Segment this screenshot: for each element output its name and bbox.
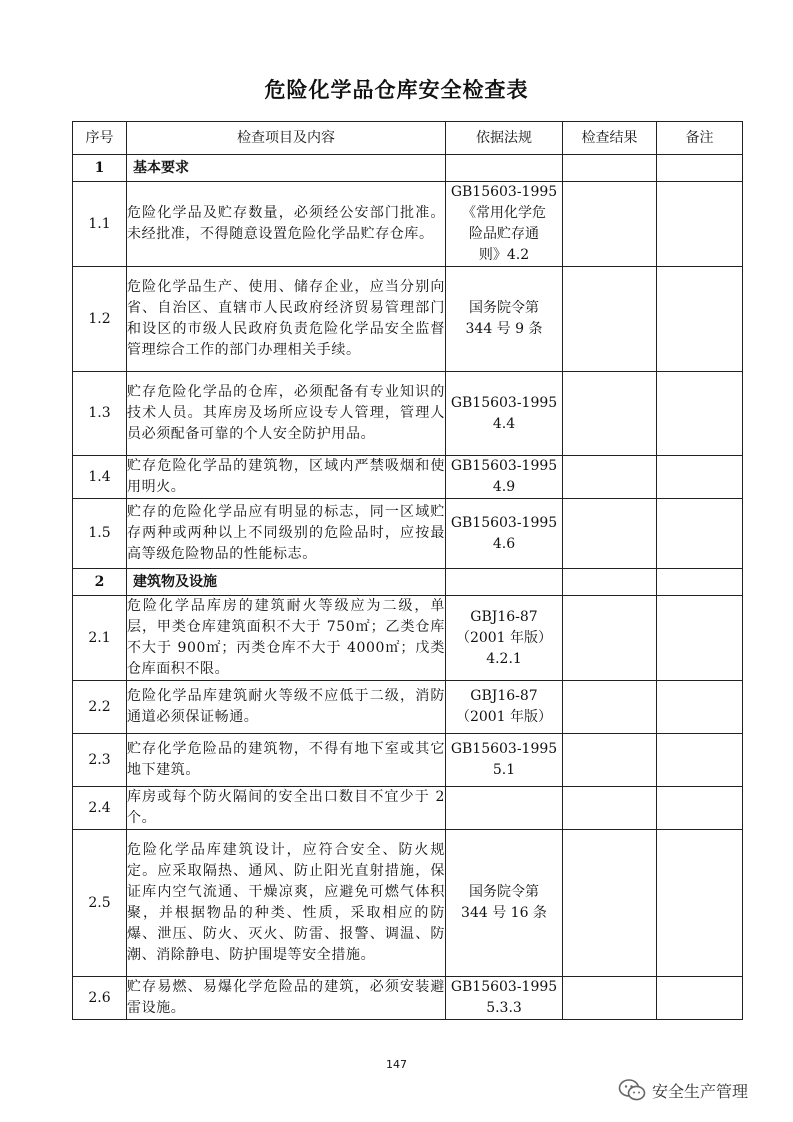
item-no: 1.2: [73, 267, 127, 372]
item-remark: [657, 734, 743, 787]
table-row: [73, 499, 743, 569]
watermark: [618, 1076, 748, 1104]
header-row: [73, 122, 743, 155]
table-row: [73, 456, 743, 499]
item-result: [563, 596, 657, 681]
item-content: 贮存化学危险品的建筑物，不得有地下室或其它地下建筑。: [127, 734, 446, 787]
basis-line: 4.4: [492, 415, 516, 432]
basis-line: GB15603-1995: [450, 979, 558, 995]
basis-line: GB15603-1995: [450, 741, 558, 757]
page-number: 147: [386, 1058, 407, 1071]
table-row: [73, 734, 743, 787]
basis-line: 国务院令第: [469, 884, 539, 900]
section-remark-cell: [657, 155, 743, 182]
item-remark: [657, 596, 743, 681]
table-row: [73, 372, 743, 456]
section-no: 1: [73, 155, 127, 182]
item-result: [563, 830, 657, 977]
header-basis: 依据法规: [446, 122, 563, 155]
item-result: [563, 977, 657, 1020]
basis-line: （2001 年版）: [455, 709, 553, 725]
header-remark: 备注: [657, 122, 743, 155]
section-result-cell: [563, 569, 657, 596]
header-result: 检查结果: [563, 122, 657, 155]
safety-checklist-table: [72, 121, 743, 1020]
item-remark: [657, 787, 743, 830]
item-result: [563, 267, 657, 372]
item-result: [563, 734, 657, 787]
item-basis: [446, 456, 563, 499]
section-no: 2: [73, 569, 127, 596]
wechat-icon: [618, 1078, 646, 1102]
item-remark: [657, 372, 743, 456]
item-no: 2.1: [73, 596, 127, 681]
table-row: [73, 681, 743, 734]
basis-line: GBJ16-87: [470, 688, 538, 704]
item-basis: [446, 372, 563, 456]
item-no: 2.2: [73, 681, 127, 734]
item-no: 2.6: [73, 977, 127, 1020]
item-basis: [446, 681, 563, 734]
item-content: 贮存的危险化学品应有明显的标志，同一区域贮存两种或两种以上不同级别的危险品时，应按最高等级危险物品的性能标志。: [127, 499, 446, 569]
item-no: 1.4: [73, 456, 127, 499]
basis-line: 5.3.3: [486, 1000, 522, 1016]
document-title: 危险化学品仓库安全检查表: [264, 77, 529, 102]
section-row: [73, 569, 743, 596]
item-basis: [446, 267, 563, 372]
item-basis: [446, 787, 563, 830]
basis-line: GB15603-1995: [450, 514, 558, 531]
basis-line: 344 号 9 条: [465, 321, 543, 337]
item-basis: [446, 830, 563, 977]
basis-line: 险品贮存通: [469, 226, 539, 242]
item-remark: [657, 499, 743, 569]
section-result-cell: [563, 155, 657, 182]
item-no: 1.3: [73, 372, 127, 456]
item-result: [563, 681, 657, 734]
basis-line: 4.2.1: [486, 650, 522, 667]
basis-line: 国务院令第: [469, 300, 539, 316]
item-basis: [446, 596, 563, 681]
item-content: 危险化学品库建筑设计，应符合安全、防火规定。应采取隔热、通风、防止阳光直射措施，保证库内空气流通、干燥凉爽，应避免可燃气体积聚，并根据物品的种类、性质，采取相应的防爆、泄压、防火、灭火、防雷、报警、调温、防潮、消除静电、防护围堤等安全措施。: [127, 830, 446, 977]
basis-line: GB15603-1995: [450, 184, 558, 200]
table-row: [73, 787, 743, 830]
section-basis-cell: [446, 569, 563, 596]
table-row: [73, 977, 743, 1020]
section-title: 建筑物及设施: [127, 569, 446, 596]
item-content: 危险化学品及贮存数量，必须经公安部门批准。未经批准，不得随意设置危险化学品贮存仓库。: [127, 182, 446, 267]
item-basis: [446, 499, 563, 569]
item-remark: [657, 977, 743, 1020]
basis-line: 344 号 16 条: [461, 905, 547, 921]
watermark-text: 安全生产管理: [652, 1081, 749, 1101]
item-content: 库房或每个防火隔间的安全出口数目不宜少于 2 个。: [127, 787, 446, 830]
basis-line: GB15603-1995: [450, 458, 558, 474]
table-row: [73, 596, 743, 681]
item-remark: [657, 456, 743, 499]
item-result: [563, 182, 657, 267]
header-no: 序号: [73, 122, 127, 155]
section-title: 基本要求: [127, 155, 446, 182]
item-basis: [446, 977, 563, 1020]
basis-line: 4.9: [492, 479, 516, 495]
item-no: 2.3: [73, 734, 127, 787]
basis-line: GB15603-1995: [450, 394, 558, 411]
basis-line: 《常用化学危: [462, 205, 546, 221]
item-result: [563, 372, 657, 456]
item-content: 贮存危险化学品的仓库，必须配备有专业知识的技术人员。其库房及场所应设专人管理，管理人员必须配备可靠的个人安全防护用品。: [127, 372, 446, 456]
table-row: [73, 830, 743, 977]
item-content: 危险化学品库房的建筑耐火等级应为二级，单层，甲类仓库建筑面积不大于 750㎡；乙类仓库不大于 900㎡；丙类仓库不大于 4000㎡；戊类仓库面积不限。: [127, 596, 446, 681]
item-no: 1.1: [73, 182, 127, 267]
basis-line: GBJ16-87: [470, 608, 538, 625]
item-no: 1.5: [73, 499, 127, 569]
item-basis: [446, 734, 563, 787]
basis-line: 4.6: [492, 535, 516, 552]
basis-line: （2001 年版）: [455, 629, 553, 646]
item-result: [563, 499, 657, 569]
item-remark: [657, 267, 743, 372]
item-result: [563, 456, 657, 499]
table-row: [73, 182, 743, 267]
section-remark-cell: [657, 569, 743, 596]
item-content: 贮存危险化学品的建筑物，区域内严禁吸烟和使用明火。: [127, 456, 446, 499]
item-result: [563, 787, 657, 830]
section-basis-cell: [446, 155, 563, 182]
table-row: [73, 267, 743, 372]
basis-line: 则》4.2: [478, 247, 530, 263]
section-row: [73, 155, 743, 182]
header-content: 检查项目及内容: [127, 122, 446, 155]
item-content: 危险化学品库建筑耐火等级不应低于二级，消防通道必须保证畅通。: [127, 681, 446, 734]
item-content: 贮存易燃、易爆化学危险品的建筑，必须安装避雷设施。: [127, 977, 446, 1020]
item-content: 危险化学品生产、使用、储存企业，应当分别向省、自治区、直辖市人民政府经济贸易管理部门和设区的市级人民政府负责危险化学品安全监督管理综合工作的部门办理相关手续。: [127, 267, 446, 372]
item-no: 2.4: [73, 787, 127, 830]
item-no: 2.5: [73, 830, 127, 977]
item-remark: [657, 182, 743, 267]
item-remark: [657, 681, 743, 734]
basis-line: 5.1: [492, 762, 516, 778]
item-remark: [657, 830, 743, 977]
item-basis: [446, 182, 563, 267]
